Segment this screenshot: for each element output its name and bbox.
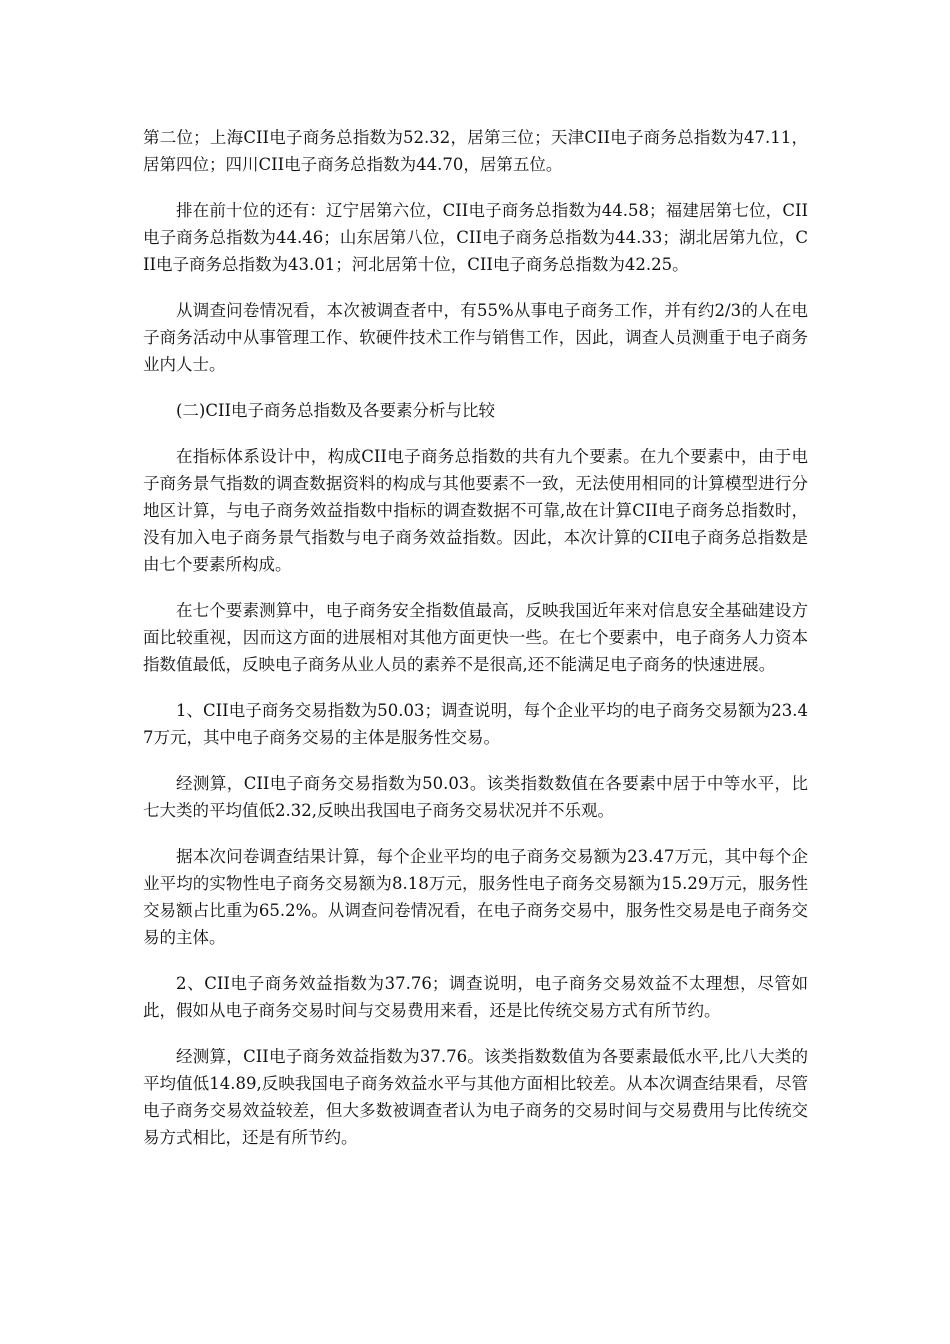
section-heading: (二)CII电子商务总指数及各要素分析与比较 [176, 401, 496, 420]
paragraph-top-ten: 排在前十位的还有：辽宁居第六位，CII电子商务总指数为44.58；福建居第七位，CII电子商务总指数为44.46；山东居第八位，CII电子商务总指数为44.33；湖北居第九位，CII电子商务总指数为43.01；河北居第十位，CII电子商务总指数为42.25。 [143, 201, 808, 274]
paragraph-transaction-calculation: 经测算，CII电子商务交易指数为50.03。该类指数数值在各要素中居于中等水平，比七大类的平均值低2.32,反映出我国电子商务交易状况并不乐观。 [143, 774, 808, 820]
paragraph-seven-elements: 在七个要素测算中，电子商务安全指数值最高，反映我国近年来对信息安全基础建设方面比较重视，因而这方面的进展相对其他方面更快一些。在七个要素中，电子商务人力资本指数值最低，反映电子商务从业人员的素养不是很高,还不能满足电子商务的快速进展。 [143, 601, 808, 674]
paragraph-continuation: 第二位；上海CII电子商务总指数为52.32，居第三位；天津CII电子商务总指数为47.11，居第四位；四川CII电子商务总指数为44.70，居第五位。 [143, 128, 808, 174]
paragraph-transaction-survey: 据本次问卷调查结果计算，每个企业平均的电子商务交易额为23.47万元，其中每个企业平均的实物性电子商务交易额为8.18万元，服务性电子商务交易额为15.29万元，服务性交易额占比重为65.2%。从调查问卷情况看，在电子商务交易中，服务性交易是电子商务交易的主体。 [143, 847, 808, 947]
paragraph-benefit-calculation: 经测算，CII电子商务效益指数为37.76。该类指数数值为各要素最低水平,比八大类的平均值低14.89,反映我国电子商务效益水平与其他方面相比较差。从本次调查结果看，尽管电子商务交易效益较差，但大多数被调查者认为电子商务的交易时间与交易费用与比传统交易方式相比，还是有所节约。 [143, 1047, 808, 1147]
paragraph-benefit-index: 2、CII电子商务效益指数为37.76；调查说明，电子商务交易效益不太理想，尽管如此，假如从电子商务交易时间与交易费用来看，还是比传统交易方式有所节约。 [143, 974, 808, 1020]
paragraph-transaction-index: 1、CII电子商务交易指数为50.03；调查说明，每个企业平均的电子商务交易额为23.47万元，其中电子商务交易的主体是服务性交易。 [143, 701, 808, 747]
paragraph-index-design: 在指标体系设计中，构成CII电子商务总指数的共有九个要素。在九个要素中，由于电子商务景气指数的调查数据资料的构成与其他要素不一致，无法使用相同的计算模型进行分地区计算，与电子商务效益指数中指标的调查数据不可靠,故在计算CII电子商务总指数时，没有加入电子商务景气指数与电子商务效益指数。因此，本次计算的CII电子商务总指数是由七个要素所构成。 [143, 447, 808, 574]
paragraph-survey-respondents: 从调查问卷情况看，本次被调查者中，有55%从事电子商务工作，并有约2/3的人在电子商务活动中从事管理工作、软硬件技术工作与销售工作，因此，调查人员测重于电子商务业内人士。 [143, 301, 808, 374]
document-body [143, 124, 808, 1170]
